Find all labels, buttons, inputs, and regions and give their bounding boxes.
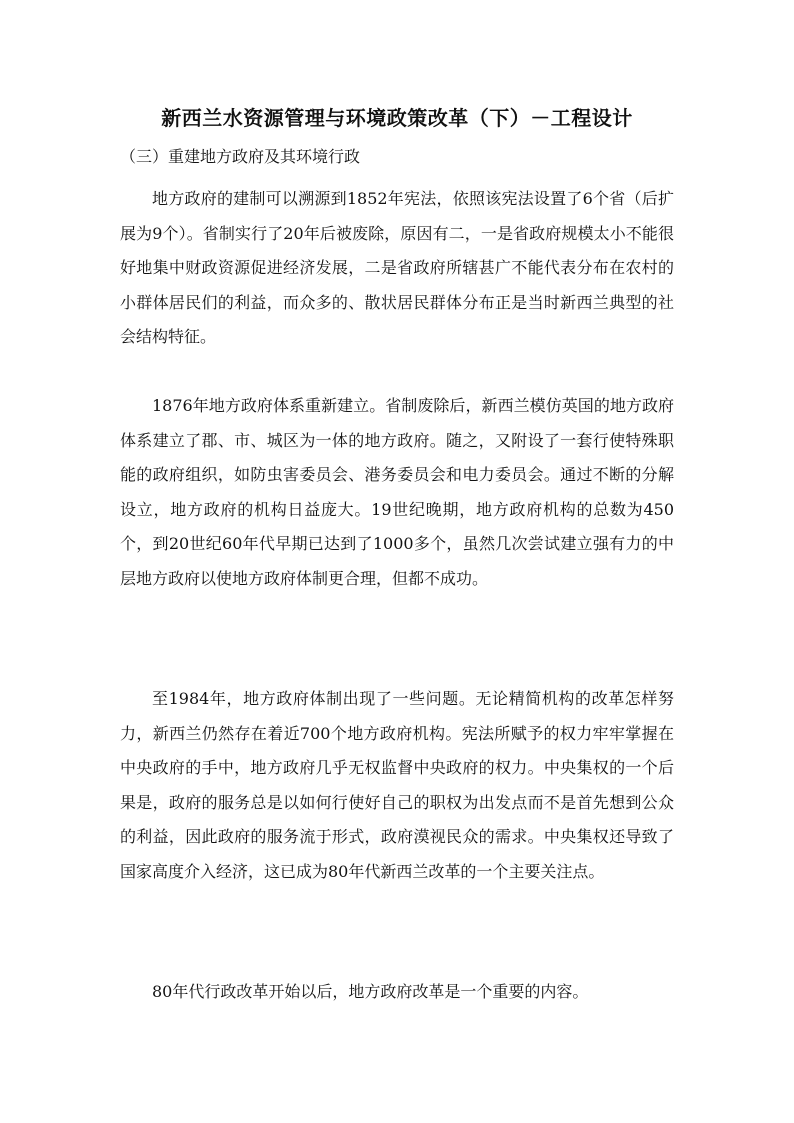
paragraph: 80年代行政改革开始以后，地方政府改革是一个重要的内容。 — [152, 982, 589, 1001]
paragraph: 至1984年，地方政府体制出现了一些问题。无论精简机构的改革怎样努力，新西兰仍然存在着近700个地方政府机构。宪法所赋予的权力牢牢掌握在中央政府的手中，地方政府几乎无权监督中央政府的权力。中央集权的一个后果是，政府的服务总是以如何行使好自己的职权为出发点而不是首先想到公众的利益，因此政府的服务流于形式，政府漠视民众的需求。中央集权还导致了国家高度介入经济，这已成为80年代新西兰改革的一个主要关注点。 — [120, 689, 674, 881]
paragraph: 地方政府的建制可以溯源到1852年宪法，依照该宪法设置了6个省（后扩展为9个）。省制实行了20年后被废除，原因有二，一是省政府规模太小不能很好地集中财政资源促进经济发展，二是省政府所辖甚广不能代表分布在农村的小群体居民们的利益，而众多的、散状居民群体分布正是当时新西兰典型的社会结构特征。 — [120, 189, 674, 346]
paragraph: 1876年地方政府体系重新建立。省制废除后，新西兰模仿英国的地方政府体系建立了郡、市、城区为一体的地方政府。随之，又附设了一套行使特殊职能的政府组织，如防虫害委员会、港务委员会和电力委员会。通过不断的分解设立，地方政府的机构日益庞大。19世纪晚期，地方政府机构的总数为450个，到20世纪60年代早期已达到了1000多个，虽然几次尝试建立强有力的中层地方政府以使地方政府体制更合理，但都不成功。 — [120, 396, 674, 588]
document-title: 新西兰水资源管理与环境政策改革（下）－工程设计 — [161, 106, 633, 130]
section-heading: （三）重建地方政府及其环境行政 — [120, 147, 361, 166]
